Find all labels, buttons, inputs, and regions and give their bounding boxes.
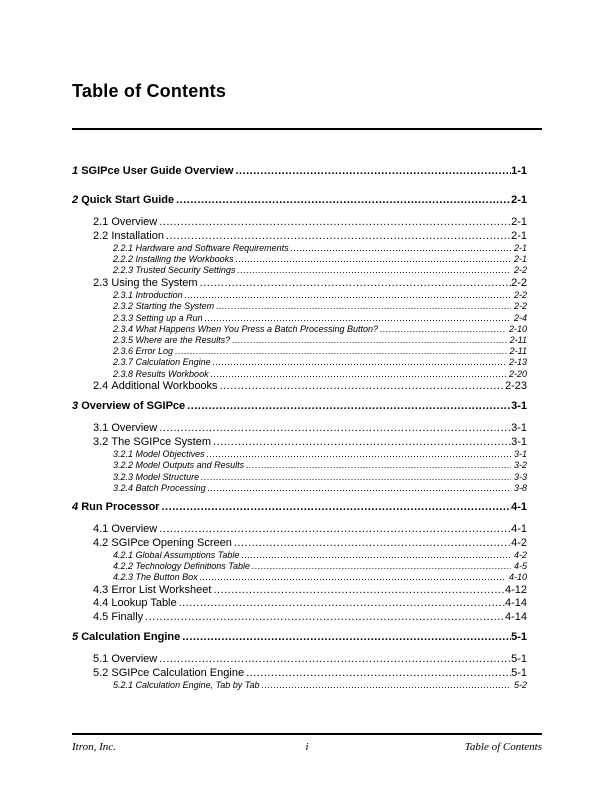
- footer-section-title: Table of Contents: [464, 741, 542, 753]
- toc-entry-section[interactable]: [93, 380, 527, 394]
- toc-entry-number: 4: [72, 501, 79, 514]
- toc-entry-page: 3-1: [511, 435, 527, 448]
- toc-entry-title: SGIPce Opening Screen: [111, 536, 232, 549]
- toc-entry-subsection[interactable]: [113, 680, 527, 691]
- dot-leader: [234, 537, 511, 551]
- dot-leader: [380, 324, 506, 335]
- toc-entry-subsection[interactable]: [113, 265, 527, 276]
- dot-leader: [176, 193, 511, 207]
- toc-entry-section[interactable]: [93, 611, 527, 625]
- toc-entry-number: 1: [72, 165, 79, 177]
- toc-entry-subsection[interactable]: [113, 313, 527, 324]
- toc-entry-page: 3-1: [511, 422, 527, 435]
- toc-entry-page: 2-13: [508, 357, 527, 368]
- toc-entry-chapter[interactable]: [72, 630, 527, 644]
- toc-entry-number: 3: [72, 400, 79, 413]
- toc-entry-subsection[interactable]: [113, 550, 527, 561]
- toc-entry-title: Using the System: [111, 276, 198, 289]
- toc-entry-subsection[interactable]: [113, 561, 527, 572]
- dot-leader: [213, 436, 511, 450]
- toc-entry-page: 2-20: [508, 368, 527, 379]
- toc-entry-section[interactable]: [93, 667, 527, 681]
- toc-entry-subsection[interactable]: [113, 357, 527, 368]
- toc-entry-page: 2-23: [504, 379, 527, 392]
- dot-leader: [159, 422, 511, 436]
- toc-entry-subsection[interactable]: [113, 346, 527, 357]
- toc-entry-section[interactable]: [93, 523, 527, 537]
- toc-entry-page: 4-2: [513, 550, 527, 561]
- toc-entry-title: The Button Box: [135, 572, 198, 583]
- toc-entry-title: Error List Worksheet: [111, 583, 212, 596]
- footer-company: Itron, Inc.: [72, 741, 116, 753]
- toc-entry-page: 2-2: [513, 290, 527, 301]
- toc-entry-title: Technology Definitions Table: [135, 561, 250, 572]
- dot-leader: [187, 399, 511, 413]
- toc-entry-title: Hardware and Software Requirements: [135, 243, 289, 253]
- toc-entry-chapter[interactable]: [72, 193, 527, 207]
- toc-entry-subsection[interactable]: [113, 449, 527, 460]
- dot-leader: [166, 230, 511, 244]
- dot-leader: [291, 243, 511, 254]
- dot-leader: [213, 584, 505, 598]
- dot-leader: [213, 357, 506, 368]
- toc-entry-section[interactable]: [93, 436, 527, 450]
- toc-entry-number: 2.3.5: [113, 334, 134, 345]
- dot-leader: [159, 523, 511, 537]
- dot-leader: [200, 572, 506, 583]
- toc-entry-section[interactable]: [93, 422, 527, 436]
- toc-entry-number: 3.1: [93, 422, 109, 435]
- toc-entry-subsection[interactable]: [113, 301, 527, 312]
- toc-entry-number: 5.2.1: [113, 680, 134, 691]
- toc-entry-title: Overview: [111, 216, 158, 228]
- toc-entry-page: 4-2: [511, 536, 527, 549]
- dot-leader: [235, 164, 511, 178]
- page-title: Table of Contents: [72, 81, 227, 101]
- toc-entry-page: 2-1: [511, 229, 527, 242]
- toc-entry-page: 5-1: [511, 631, 527, 644]
- dot-leader: [216, 301, 511, 312]
- toc-entry-page: 3-1: [511, 400, 527, 413]
- toc-entry-page: 4-1: [511, 523, 527, 536]
- dot-leader: [175, 346, 507, 357]
- toc-entry-title: Overview: [111, 653, 158, 666]
- toc-entry-page: 2-1: [511, 216, 527, 228]
- toc-entry-number: 2.3.8: [113, 368, 134, 379]
- dot-leader: [179, 597, 505, 611]
- toc-entry-number: 4.2.1: [113, 550, 134, 561]
- dot-leader: [185, 290, 511, 301]
- toc-entry-number: 2.3.3: [113, 312, 134, 323]
- toc-entry-page: 2-2: [511, 276, 527, 289]
- toc-entry-page: 5-1: [511, 666, 527, 679]
- toc-entry-number: 4.2.2: [113, 561, 134, 572]
- toc-entry-title: Quick Start Guide: [81, 194, 175, 206]
- dot-leader: [159, 653, 511, 667]
- toc-entry-title: Installing the Workbooks: [135, 254, 234, 265]
- dot-leader: [237, 265, 511, 276]
- toc-entry-title: Calculation Engine, Tab by Tab: [135, 680, 260, 691]
- toc-entry-chapter[interactable]: [72, 164, 527, 178]
- toc-entry-page: 4-5: [513, 561, 527, 572]
- dot-leader: [236, 254, 511, 265]
- toc-entry-number: 4.2: [93, 536, 109, 549]
- toc-entry-title: Calculation Engine: [135, 357, 211, 368]
- toc-entry-page: 1-1: [511, 165, 527, 177]
- title-rule: [72, 128, 542, 130]
- dot-leader: [232, 335, 507, 346]
- dot-leader: [241, 550, 511, 561]
- toc-entry-page: 2-1: [511, 194, 527, 206]
- toc-entry-title: Batch Processing: [135, 482, 206, 493]
- toc-entry-page: 3-8: [513, 482, 527, 493]
- toc-entry-title: Calculation Engine: [81, 631, 181, 644]
- toc-entry-number: 2.2: [93, 229, 109, 242]
- page-footer: [72, 733, 542, 753]
- toc-entry-title: Model Structure: [135, 471, 200, 482]
- toc-entry-number: 4.1: [93, 523, 109, 536]
- toc-entry-title: SGIPce User Guide Overview: [81, 165, 234, 177]
- toc-entry-title: Model Outputs and Results: [135, 460, 245, 471]
- toc-entry-chapter[interactable]: [72, 500, 527, 514]
- toc-entry-number: 2.2.1: [113, 243, 134, 253]
- toc-entry-title: Where are the Results?: [135, 334, 231, 345]
- toc-entry-number: 3.2.1: [113, 449, 134, 460]
- toc-entry-page: 4-1: [511, 501, 527, 514]
- toc-entry-number: 4.2.3: [113, 572, 134, 583]
- toc-entry-page: 4-10: [508, 572, 527, 583]
- toc-entry-number: 4.5: [93, 610, 109, 623]
- toc-entry-title: Overview: [111, 422, 158, 435]
- dot-leader: [207, 449, 511, 460]
- toc-entry-title: What Happens When You Press a Batch Processing Button?: [135, 323, 379, 334]
- toc-entry-title: Additional Workbooks: [111, 379, 218, 392]
- toc-entry-subsection[interactable]: [113, 483, 527, 494]
- toc-entry-page: 2-11: [509, 334, 527, 345]
- dot-leader: [205, 313, 511, 324]
- toc-entry-number: 2.3.2: [113, 301, 134, 312]
- dot-leader: [182, 630, 511, 644]
- toc-entry-subsection[interactable]: [113, 290, 527, 301]
- footer-page-number: i: [305, 741, 309, 753]
- toc-list: [72, 158, 527, 691]
- dot-leader: [161, 500, 511, 514]
- toc-entry-subsection[interactable]: [113, 324, 527, 335]
- toc-entry-number: 2.2.3: [113, 265, 134, 276]
- toc-entry-page: 2-11: [509, 346, 527, 357]
- dot-leader: [159, 216, 511, 230]
- toc-entry-title: SGIPce Calculation Engine: [111, 666, 245, 679]
- toc-entry-title: Setting up a Run: [135, 312, 203, 323]
- footer-row: [72, 735, 542, 753]
- toc-entry-number: 2.3.4: [113, 323, 134, 334]
- toc-entry-page: 5-2: [513, 680, 527, 691]
- toc-entry-page: 4-14: [504, 610, 527, 623]
- toc-entry-subsection[interactable]: [113, 472, 527, 483]
- toc-entry-page: 3-1: [513, 449, 527, 460]
- toc-entry-number: 2.1: [93, 216, 109, 228]
- toc-entry-chapter[interactable]: [72, 399, 527, 413]
- toc-entry-number: 3.2.4: [113, 482, 134, 493]
- toc-entry-title: Overview: [111, 523, 158, 536]
- toc-entry-section[interactable]: [93, 597, 527, 611]
- toc-entry-page: 3-3: [513, 471, 527, 482]
- toc-entry-page: 5-1: [511, 653, 527, 666]
- toc-entry-section[interactable]: [93, 230, 527, 244]
- toc-entry-page: 2-10: [508, 323, 527, 334]
- toc-entry-title: Finally: [111, 610, 144, 623]
- toc-entry-number: 3.2: [93, 435, 109, 448]
- toc-entry-title: Results Workbook: [135, 368, 209, 379]
- toc-entry-number: 5.2: [93, 666, 109, 679]
- dot-leader: [208, 483, 511, 494]
- dot-leader: [261, 680, 511, 691]
- toc-entry-section[interactable]: [93, 216, 527, 230]
- toc-entry-number: 2.2.2: [113, 254, 134, 265]
- dot-leader: [220, 380, 505, 394]
- toc-entry-section[interactable]: [93, 277, 527, 291]
- dot-leader: [246, 460, 511, 471]
- toc-entry-number: 2.4: [93, 379, 109, 392]
- toc-entry-title: Model Objectives: [135, 449, 205, 460]
- toc-entry-page: 2-2: [513, 265, 527, 276]
- toc-entry-page: 2-1: [513, 254, 527, 265]
- toc-entry-page: 2-2: [513, 301, 527, 312]
- toc-entry-title: Introduction: [135, 290, 183, 301]
- toc-entry-title: Starting the System: [135, 301, 215, 312]
- dot-leader: [201, 472, 511, 483]
- toc-entry-number: 5: [72, 631, 79, 644]
- toc-entry-number: 3.2.3: [113, 471, 134, 482]
- toc-entry-page: 4-12: [504, 583, 527, 596]
- toc-entry-title: Global Assumptions Table: [135, 550, 240, 561]
- toc-entry-number: 2.3.7: [113, 357, 134, 368]
- toc-entry-section[interactable]: [93, 584, 527, 598]
- toc-entry-subsection[interactable]: [113, 243, 527, 254]
- toc-entry-page: 3-2: [513, 460, 527, 471]
- toc-entry-number: 2.3.6: [113, 346, 134, 357]
- toc-entry-title: Installation: [111, 229, 164, 242]
- dot-leader: [145, 611, 505, 625]
- toc-entry-number: 5.1: [93, 653, 109, 666]
- dot-leader: [211, 369, 506, 380]
- toc-entry-title: Trusted Security Settings: [135, 265, 236, 276]
- toc-entry-title: The SGIPce System: [111, 435, 212, 448]
- toc-entry-subsection[interactable]: [113, 254, 527, 265]
- dot-leader: [246, 667, 511, 681]
- toc-entry-subsection[interactable]: [113, 460, 527, 471]
- toc-entry-subsection[interactable]: [113, 572, 527, 583]
- dot-leader: [200, 277, 512, 291]
- toc-entry-subsection[interactable]: [113, 369, 527, 380]
- toc-entry-subsection[interactable]: [113, 335, 527, 346]
- toc-entry-page: 4-14: [504, 597, 527, 610]
- toc-entry-number: 2.3.1: [113, 290, 134, 301]
- toc-entry-title: Overview of SGIPce: [81, 400, 186, 413]
- toc-entry-section[interactable]: [93, 537, 527, 551]
- toc-entry-page: 2-4: [513, 312, 527, 323]
- toc-entry-title: Run Processor: [81, 501, 160, 514]
- toc-entry-number: 2: [72, 194, 79, 206]
- dot-leader: [252, 561, 511, 572]
- toc-entry-number: 4.3: [93, 583, 109, 596]
- toc-entry-page: 2-1: [513, 243, 527, 253]
- toc-entry-title: Lookup Table: [111, 597, 177, 610]
- toc-entry-number: 4.4: [93, 597, 109, 610]
- toc-entry-title: Error Log: [135, 346, 174, 357]
- toc-entry-section[interactable]: [93, 653, 527, 667]
- toc-entry-number: 3.2.2: [113, 460, 134, 471]
- toc-entry-number: 2.3: [93, 276, 109, 289]
